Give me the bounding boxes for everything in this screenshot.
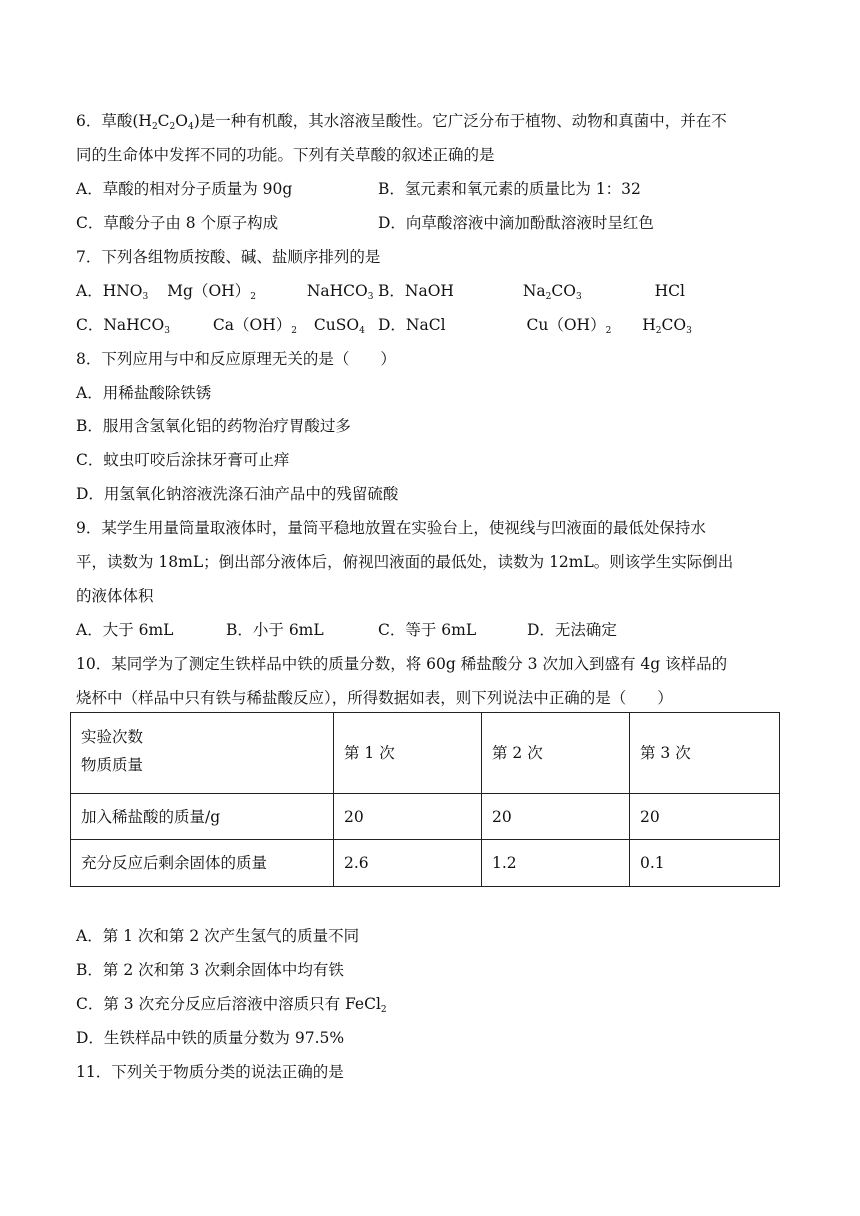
q10-option-b: B．第 2 次和第 3 次剩余固体中均有铁 [76,961,344,979]
q10-option-c: C．第 3 次充分反应后溶液中溶质只有 FeCl2 [76,995,387,1015]
header-top-label: 实验次数 [81,728,144,746]
q7-option-b: B．NaOH Na2CO3 HCl [378,282,685,302]
table-cell: 20 [334,794,482,840]
q9-option-d: D．无法确定 [527,621,617,639]
q8-stem: 8．下列应用与中和反应原理无关的是（ ） [76,350,396,368]
table-cell: 20 [630,794,780,840]
table-corner-header [71,713,334,794]
q9-option-c: C．等于 6mL [378,621,477,639]
q6-option-b: B．氢元素和氧元素的质量比为 1：32 [378,180,641,198]
q10-stem-line1: 10．某同学为了测定生铁样品中铁的质量分数，将 60g 稀盐酸分 3 次加入到盛有 4g 该样品的 [76,655,728,673]
table-row-label: 加入稀盐酸的质量/g [71,794,334,840]
data-table [70,712,780,887]
table-cell: 0.1 [630,840,780,887]
q9-stem-line3: 的液体体积 [76,587,154,605]
table-row [71,794,780,840]
table-column-header: 第 3 次 [630,713,780,794]
q8-option-c: C．蚊虫叮咬后涂抹牙膏可止痒 [76,451,290,469]
header-bottom-label: 物质质量 [81,756,144,774]
q6-option-d: D．向草酸溶液中滴加酚酞溶液时呈红色 [378,214,654,232]
q11-stem: 11．下列关于物质分类的说法正确的是 [76,1063,344,1081]
q6-option-a: A．草酸的相对分子质量为 90g [76,180,293,198]
q6-stem-line2: 同的生命体中发挥不同的功能。下列有关草酸的叙述正确的是 [76,146,495,164]
q10-option-d: D．生铁样品中铁的质量分数为 97.5% [76,1029,345,1047]
q8-option-a: A．用稀盐酸除铁锈 [76,384,212,402]
q9-stem-line2: 平，读数为 18mL；倒出部分液体后，俯视凹液面的最低处，读数为 12mL。则该学生实际倒出 [76,553,734,571]
table-column-header: 第 1 次 [334,713,482,794]
table-header-row [71,713,780,794]
table-column-header: 第 2 次 [482,713,630,794]
q8-option-d: D．用氢氧化钠溶液洗涤石油产品中的残留硫酸 [76,485,399,503]
q7-option-c: C．NaHCO3 Ca（OH）2 CuSO4 [76,316,365,336]
q10-stem-line2: 烧杯中（样品中只有铁与稀盐酸反应），所得数据如表，则下列说法中正确的是（ ） [76,689,673,707]
q9-stem-line1: 9．某学生用量筒量取液体时，量筒平稳地放置在实验台上，使视线与凹液面的最低处保持水 [76,519,706,537]
q9-option-a: A．大于 6mL [76,621,174,639]
table-row [71,840,780,887]
q6-stem-line1: 6．草酸(H2C2O4)是一种有机酸，其水溶液呈酸性。它广泛分布于植物、动物和真菌中，并在不 [76,112,727,132]
q7-option-a: A．HNO3 Mg（OH）2 NaHCO3 [76,282,374,302]
table-cell: 20 [482,794,630,840]
q7-stem: 7．下列各组物质按酸、碱、盐顺序排列的是 [76,248,381,266]
table-cell: 2.6 [334,840,482,887]
q6-option-c: C．草酸分子由 8 个原子构成 [76,214,279,232]
table-row-label: 充分反应后剩余固体的质量 [71,840,334,887]
q7-option-d: D．NaCl Cu（OH）2 H2CO3 [378,316,692,336]
q9-option-b: B．小于 6mL [226,621,324,639]
table-cell: 1.2 [482,840,630,887]
q8-option-b: B．服用含氢氧化铝的药物治疗胃酸过多 [76,417,351,435]
q10-option-a: A．第 1 次和第 2 次产生氢气的质量不同 [76,927,360,945]
